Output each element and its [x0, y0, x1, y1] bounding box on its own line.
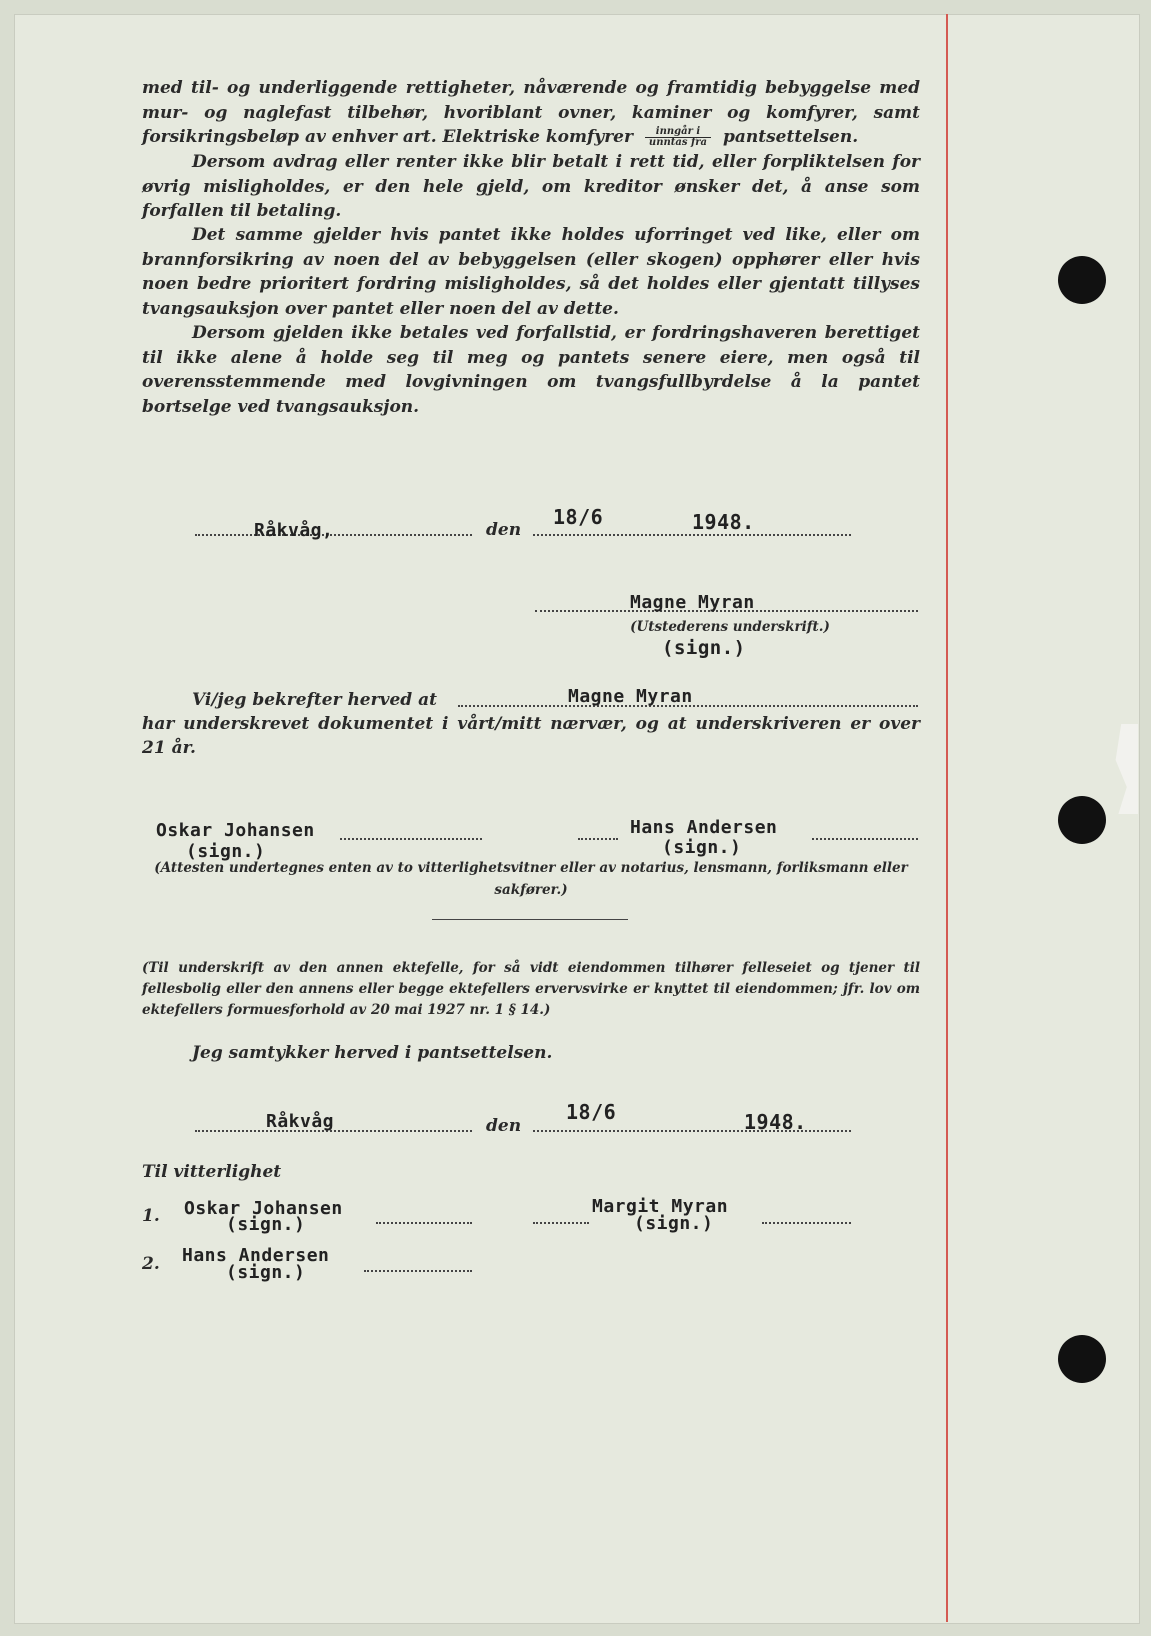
divider [432, 919, 628, 920]
spouse-place: Råkvåg [266, 1111, 335, 1132]
witness-number-2: 2. [142, 1254, 160, 1274]
issuer-caption: (Utstederens underskrift.) [630, 619, 830, 635]
witness-number-1: 1. [142, 1206, 160, 1226]
witness2-sign-mark: (sign.) [662, 837, 742, 858]
spouse-witness2-signature: Hans Andersen [182, 1245, 330, 1266]
den-label: den [486, 520, 522, 540]
place: Råkvåg, [254, 520, 334, 541]
attest-line2: har underskrevet dokumentet i vårt/mitt nærvær, og at underskriveren er over [142, 714, 920, 734]
spouse-witness1-signature: Oskar Johansen [184, 1198, 343, 1219]
paragraph-2: Dersom avdrag eller renter ikke blir betalt i rett tid, eller forpliktelsen for øvrig misligholdes, er den hele gjeld, om kreditor ønsker det, å anse som forfallen til betaling. [142, 152, 920, 222]
witness1-sign-mark: (sign.) [186, 841, 266, 862]
witness-label: Til vitterlighet [142, 1162, 282, 1182]
issuer-signature: Magne Myran [630, 592, 755, 613]
consent-text: Jeg samtykker herved i pantsettelsen. [192, 1043, 553, 1063]
attest-caption: (Attesten undertegnes enten av to vitterlighetsvitner eller av notarius, lensmann, forliksmann eller sakfører.) [154, 860, 908, 898]
attest-name: Magne Myran [568, 686, 693, 707]
punch-hole [1058, 796, 1106, 844]
spouse-witness1-sign-mark: (sign.) [226, 1214, 306, 1235]
margin-line [946, 14, 948, 1622]
witness1-signature: Oskar Johansen [156, 820, 315, 841]
spouse-date: 18/6 [566, 1100, 617, 1124]
issuer-sign-mark: (sign.) [662, 637, 746, 659]
attest-prefix: Vi/jeg bekrefter herved at [192, 690, 437, 710]
spouse-witness2-sign-mark: (sign.) [226, 1262, 306, 1283]
spouse-signature: Margit Myran [592, 1196, 729, 1217]
spouse-den-label: den [486, 1116, 522, 1136]
paragraph-1: med til- og underliggende rettigheter, nåværende og framtidig bebyggelse med mur- og naglefast tilbehør, hvoriblant ovner, kaminer og komfyrer, samt forsikringsbeløp av enhver art. Elektriske komfyrer $\frac{\text{inngår i}}{\text{unntas fra}}$ pantsettelsen. [142, 78, 920, 149]
witness2-signature: Hans Andersen [630, 817, 778, 838]
paragraph-3: Det samme gjelder hvis pantet ikke holdes uforringet ved like, eller om brannforsikring av noen del av bebyggelsen (eller skogen) opphører eller hvis noen bedre prioritert fordring misligholdes, så det holdes eller gjentatt tillyses tvangsauksjon over pantet eller noen del av dette. [142, 225, 920, 319]
paragraph-4: Dersom gjelden ikke betales ved forfallstid, er fordringshaveren berettiget til ikke alene å holde seg til meg og pantets senere eiere, men også til overensstemmende med lovgivningen om tvangsfullbyrdelse å la pantet bortselge ved tvangsauksjon. [142, 323, 920, 417]
spouse-year: 1948. [744, 1110, 807, 1134]
year: 1948. [692, 510, 755, 534]
attest-line3: 21 år. [142, 738, 196, 758]
spouse-sign-mark: (sign.) [634, 1213, 714, 1234]
punch-hole [1058, 256, 1106, 304]
punch-hole [1058, 1335, 1106, 1383]
date: 18/6 [553, 505, 604, 529]
spouse-note: (Til underskrift av den annen ektefelle, for så vidt eiendommen tilhører felleseiet og tjener til fellesbolig eller den annens eller begge ektefellers ervervsvirke er knyttet til eiendommen; jfr. lov om ektefellers formuesforhold av 20 mai 1927 nr. 1 § 14.) [142, 960, 920, 1018]
fraction-choice: $\frac{\text{inngår i}}{\text{unntas fra}}$ [645, 127, 711, 148]
